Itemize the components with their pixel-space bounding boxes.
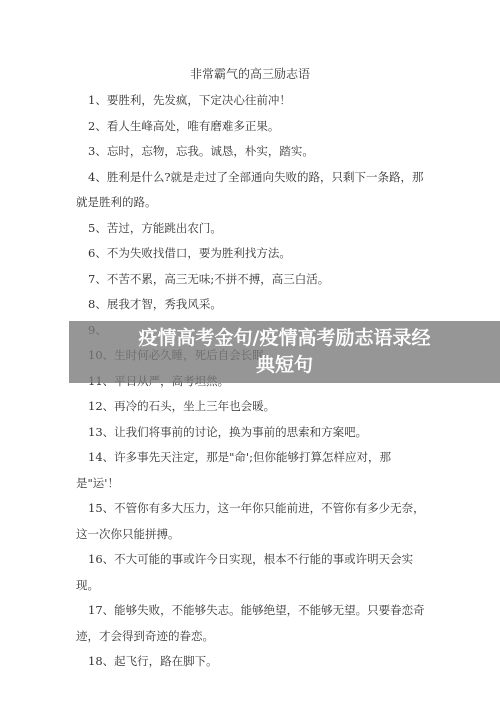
list-item: 13、让我们将事前的讨论，换为事前的思索和方案吧。 xyxy=(88,424,368,439)
list-item: 15、不管你有多大压力，这一年你只能前进，不管你有多少无奈，这一次你只能拼搏。 xyxy=(76,501,425,541)
list-item: 18、起飞行，路在脚下。 xyxy=(88,654,218,668)
banner-line-1: 疫情高考金句/疫情高考励志语录经 xyxy=(138,327,431,349)
list-item: 5、苦过，方能跳出农门。 xyxy=(88,220,222,235)
list-item: 4、胜利是什么?就是走过了全部通向失败的路，只剩下一条路，那就是胜利的路。 xyxy=(76,169,424,209)
list-item: 17、能够失败，不能够失志。能够绝望，不能够无望。只要眷恋奇迹，才会得到奇迹的眷恋。 xyxy=(76,603,425,643)
list-item: 3、忘时，忘物，忘我。诚恳，朴实，踏实。 xyxy=(88,144,314,158)
banner-line-2: 典短句 xyxy=(255,354,313,376)
list-item: 12、再冷的石头，坐上三年也会暖。 xyxy=(88,399,276,413)
list-item: 6、不为失败找借口，要为胜利找方法。 xyxy=(88,246,291,260)
list-item: 1、要胜利，先发疯，下定决心往前冲！ xyxy=(88,93,291,107)
list-item: 7、不苦不累，高三无味;不拼不搏，高三白活。 xyxy=(88,271,330,286)
list-item: 2、看人生峰高处，唯有磨难多正果。 xyxy=(88,118,280,133)
title-banner xyxy=(69,321,500,383)
list-item: 16、不大可能的事或许今日实现，根本不行能的事或许明天会实现。 xyxy=(76,552,414,592)
list-item: 14、许多事先天注定，那是"命';但你能够打算怎样应对，那是"运'！ xyxy=(76,450,391,490)
list-item: 8、展我才智，秀我风采。 xyxy=(88,297,222,311)
document-title: 非常霸气的高三励志语 xyxy=(189,67,310,81)
